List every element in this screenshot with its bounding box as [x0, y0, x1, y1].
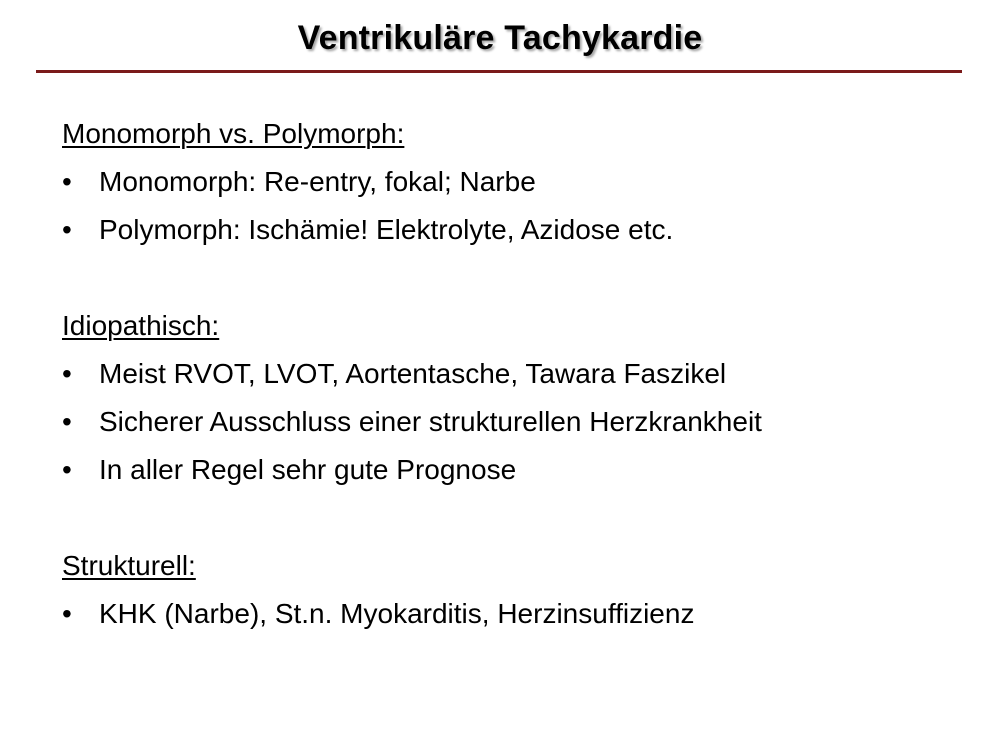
section-structural [62, 542, 962, 638]
list-item [62, 590, 962, 638]
bullet-list [62, 590, 962, 638]
bullet-text: KHK (Narbe), St.n. Myokarditis, Herzinsuffizienz [99, 598, 695, 629]
bullet-text: Meist RVOT, LVOT, Aortentasche, Tawara Faszikel [99, 358, 727, 389]
slide-title: Ventrikuläre Tachykardie [297, 19, 703, 57]
list-item [62, 350, 962, 398]
bullet-text: In aller Regel sehr gute Prognose [99, 454, 517, 485]
bullet-text: Sicherer Ausschluss einer strukturellen Herzkrankheit [99, 406, 762, 437]
bullet-icon: • [62, 598, 72, 629]
list-item [62, 446, 962, 494]
list-item [62, 206, 962, 254]
section-heading: Monomorph vs. Polymorph: [62, 118, 405, 149]
bullet-icon: • [62, 358, 72, 389]
list-item [62, 398, 962, 446]
section-morphology [62, 110, 962, 254]
list-item [62, 158, 962, 206]
bullet-text: Monomorph: Re-entry, fokal; Narbe [99, 166, 536, 197]
bullet-icon: • [62, 166, 72, 197]
bullet-icon: • [62, 406, 72, 437]
title-divider [36, 70, 962, 73]
bullet-icon: • [62, 214, 72, 245]
bullet-icon: • [62, 454, 72, 485]
section-idiopathic [62, 302, 962, 494]
bullet-text: Polymorph: Ischämie! Elektrolyte, Azidose etc. [99, 214, 674, 245]
bullet-list [62, 158, 962, 254]
slide-content [62, 110, 962, 638]
section-heading: Idiopathisch: [62, 310, 220, 341]
bullet-list [62, 350, 962, 494]
section-heading: Strukturell: [62, 550, 196, 581]
